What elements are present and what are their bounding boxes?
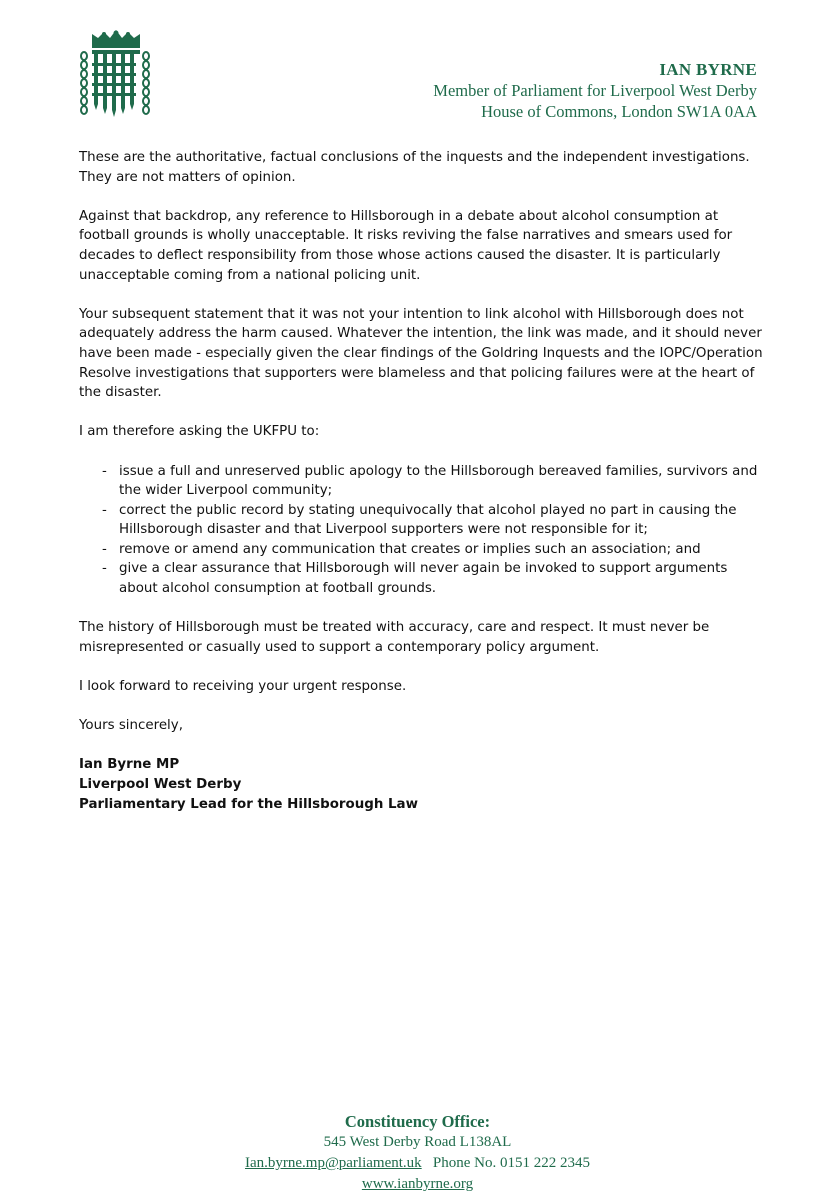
- paragraph: I am therefore asking the UKFPU to:: [79, 424, 320, 440]
- signatory-name: Ian Byrne MP: [79, 757, 180, 773]
- mp-name: IAN BYRNE: [659, 60, 757, 79]
- letter-body: [79, 148, 769, 814]
- website-link[interactable]: www.ianbyrne.org: [361, 1176, 474, 1192]
- list-item-text: correct the public record by stating unequivocally that alcohol played no part in causing the Hillsborough disaster and that Liverpool supporters were not responsible for it;: [119, 502, 737, 538]
- list-item: [79, 501, 769, 540]
- list-item: [79, 540, 769, 560]
- list-item-text: give a clear assurance that Hillsborough will never again be invoked to support arguments about alcohol consumption at football grounds.: [119, 561, 728, 597]
- list-bullet: -: [102, 463, 107, 479]
- signatory-constituency: Liverpool West Derby: [79, 777, 242, 792]
- mp-role: Member of Parliament for Liverpool West Derby: [433, 81, 757, 100]
- list-item-text: issue a full and unreserved public apology to the Hillsborough bereaved families, survivors and the wider Liverpool community;: [119, 463, 758, 499]
- paragraph: The history of Hillsborough must be treated with accuracy, care and respect. It must never be misrepresented or casually used to support a contemporary policy argument.: [79, 620, 710, 655]
- request-list: [79, 462, 769, 599]
- list-bullet: -: [102, 502, 107, 518]
- list-bullet: -: [102, 561, 107, 577]
- list-bullet: -: [102, 541, 107, 557]
- letterhead: [433, 59, 757, 122]
- signatory-title: Parliamentary Lead for the Hillsborough Law: [79, 796, 418, 812]
- footer-contact: [0, 1153, 835, 1174]
- mp-address: House of Commons, London SW1A 0AA: [481, 102, 757, 121]
- phone-number: Phone No. 0151 222 2345: [432, 1155, 591, 1171]
- portcullis-logo-icon: [78, 30, 154, 118]
- email-link[interactable]: Ian.byrne.mp@parliament.uk: [244, 1155, 422, 1171]
- paragraph: Against that backdrop, any reference to Hillsborough in a debate about alcohol consumption at football grounds is wholly unacceptable. It risks reviving the false narratives and smears used for decades to deflect responsibility from those whose actions caused the disaster. It is particularly unacceptable coming from a national policing unit.: [79, 208, 733, 283]
- constituency-footer: [0, 1112, 835, 1195]
- footer-address: 545 West Derby Road L138AL: [323, 1134, 512, 1150]
- footer-website: [0, 1174, 835, 1195]
- footer-heading: Constituency Office:: [344, 1112, 491, 1131]
- signature-block: [79, 755, 769, 814]
- valediction: Yours sincerely,: [79, 718, 183, 734]
- list-item: [79, 462, 769, 501]
- paragraph: Your subsequent statement that it was not your intention to link alcohol with Hillsborough does not adequately address the harm caused. Whatever the intention, the link was made, and it should never have been made - especially given the clear findings of the Goldring Inquests and the IOPC/Operation Resolve investigations that supporters were blameless and that policing failures were at the heart of the disaster.: [79, 306, 763, 401]
- paragraph: These are the authoritative, factual conclusions of the inquests and the independent investigations. They are not matters of opinion.: [79, 150, 750, 185]
- list-item-text: remove or amend any communication that creates or implies such an association; and: [119, 541, 701, 557]
- list-item: [79, 559, 769, 598]
- paragraph: I look forward to receiving your urgent response.: [79, 679, 407, 695]
